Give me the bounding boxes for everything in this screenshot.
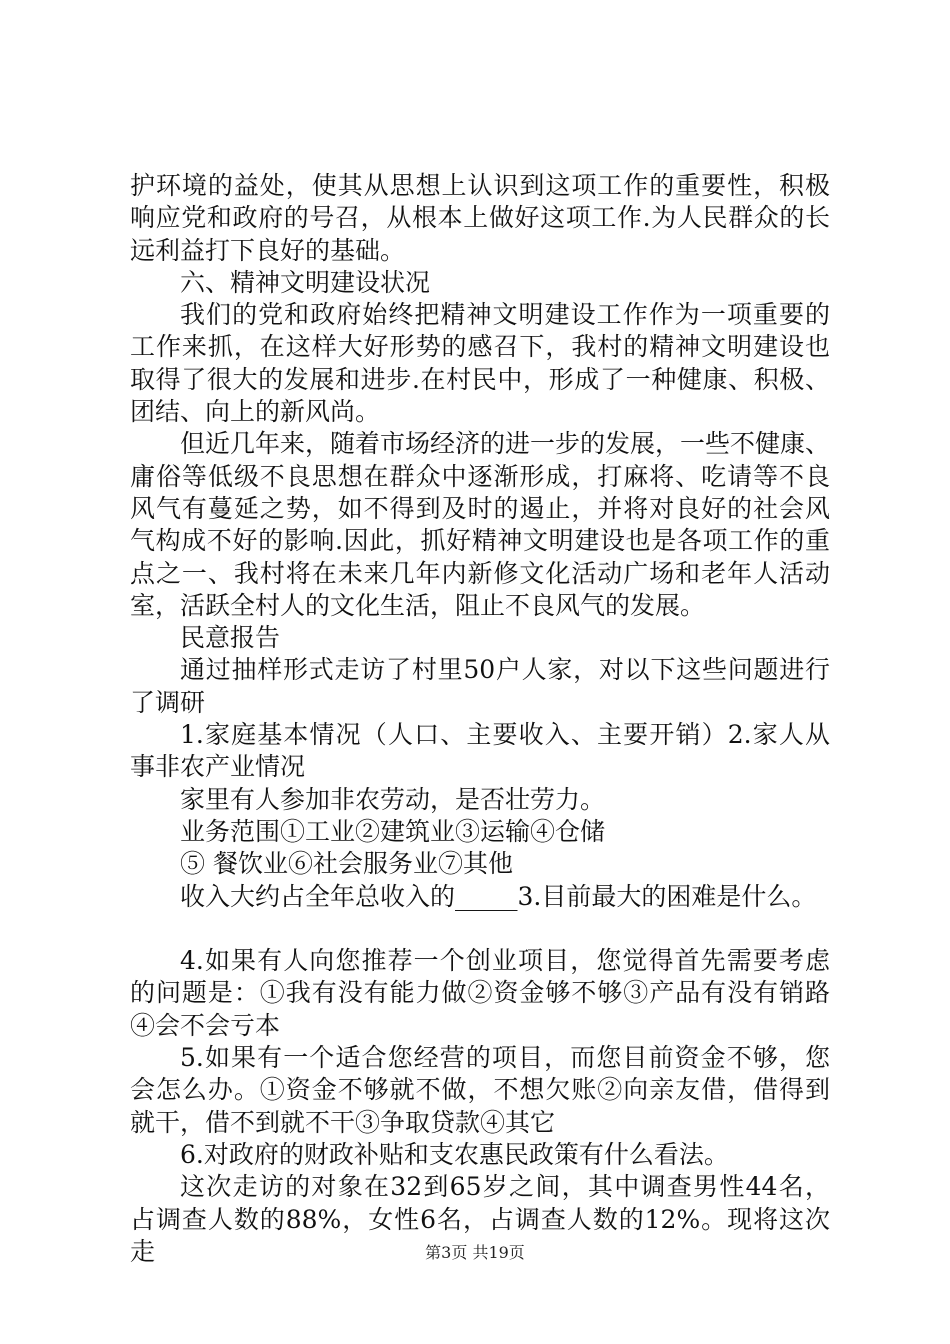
text-line: 事非农产业情况 <box>130 752 306 782</box>
text-line: 6.对政府的财政补贴和支农惠民政策有什么看法。 <box>180 1139 729 1169</box>
page-footer: 第3页 共19页 <box>425 1243 525 1262</box>
text-line: 团结、向上的新风尚。 <box>130 397 381 427</box>
text-line: 六、精神文明建设状况 <box>180 267 431 297</box>
text-line: 点之一、我村将在未来几年内新修文化活动广场和老年人活动 <box>130 558 830 588</box>
text-line: 庸俗等低级不良思想在群众中逐渐形成，打麻将、吃请等不良 <box>130 461 830 491</box>
text-line: 这次走访的对象在32到65岁之间，其中调查男性44名， <box>180 1172 830 1202</box>
text-line: 气构成不好的影响.因此，抓好精神文明建设也是各项工作的重 <box>130 526 830 556</box>
text-line: 了调研 <box>130 687 206 717</box>
text-line: 我们的党和政府始终把精神文明建设工作作为一项重要的 <box>180 300 830 330</box>
text-line: 1.家庭基本情况（人口、主要收入、主要开销）2.家人从 <box>180 720 830 750</box>
text-line: 通过抽样形式走访了村里50户人家，对以下这些问题进行 <box>180 655 830 685</box>
text-line: 护环境的益处，使其从思想上认识到这项工作的重要性，积极 <box>130 171 830 200</box>
text-line: 但近几年来，随着市场经济的进一步的发展，一些不健康、 <box>180 429 831 459</box>
text-line: 远利益打下良好的基础。 <box>130 235 406 265</box>
text-line: 室，活跃全村人的文化生活，阻止不良风气的发展。 <box>130 590 706 620</box>
text-line: 4.如果有人向您推荐一个创业项目，您觉得首先需要考虑 <box>180 946 830 976</box>
text-line: 会怎么办。①资金不够就不做，不想欠账②向亲友借，借得到 <box>130 1075 830 1105</box>
text-line: 就干，借不到就不干③争取贷款④其它 <box>130 1107 556 1137</box>
text-line: 风气有蔓延之势，如不得到及时的遏止，并将对良好的社会风 <box>130 493 830 523</box>
text-line: 收入大约占全年总收入的_____3.目前最大的困难是什么。 <box>180 881 817 911</box>
text-line: 占调查人数的88%，女性6名，占调查人数的12%。现将这次走 <box>130 1204 830 1266</box>
text-line: 取得了很大的发展和进步.在村民中，形成了一种健康、积极、 <box>130 364 830 394</box>
text-line: 5.如果有一个适合您经营的项目，而您目前资金不够，您 <box>180 1043 830 1073</box>
text-line: 业务范围①工业②建筑业③运输④仓储 <box>180 816 606 846</box>
text-line <box>130 913 830 945</box>
text-line: 响应党和政府的号召，从根本上做好这项工作.为人民群众的长 <box>130 203 830 233</box>
text-line: 民意报告 <box>180 623 281 653</box>
text-line: 的问题是：①我有没有能力做②资金够不够③产品有没有销路 <box>130 978 830 1008</box>
text-line: 工作来抓，在这样大好形势的感召下，我村的精神文明建设也 <box>130 332 830 362</box>
text-line: 家里有人参加非农劳动，是否壮劳力。 <box>180 784 606 814</box>
text-line: ④会不会亏本 <box>130 1010 281 1040</box>
text-line: ⑤ 餐饮业⑥社会服务业⑦其他 <box>180 849 513 879</box>
